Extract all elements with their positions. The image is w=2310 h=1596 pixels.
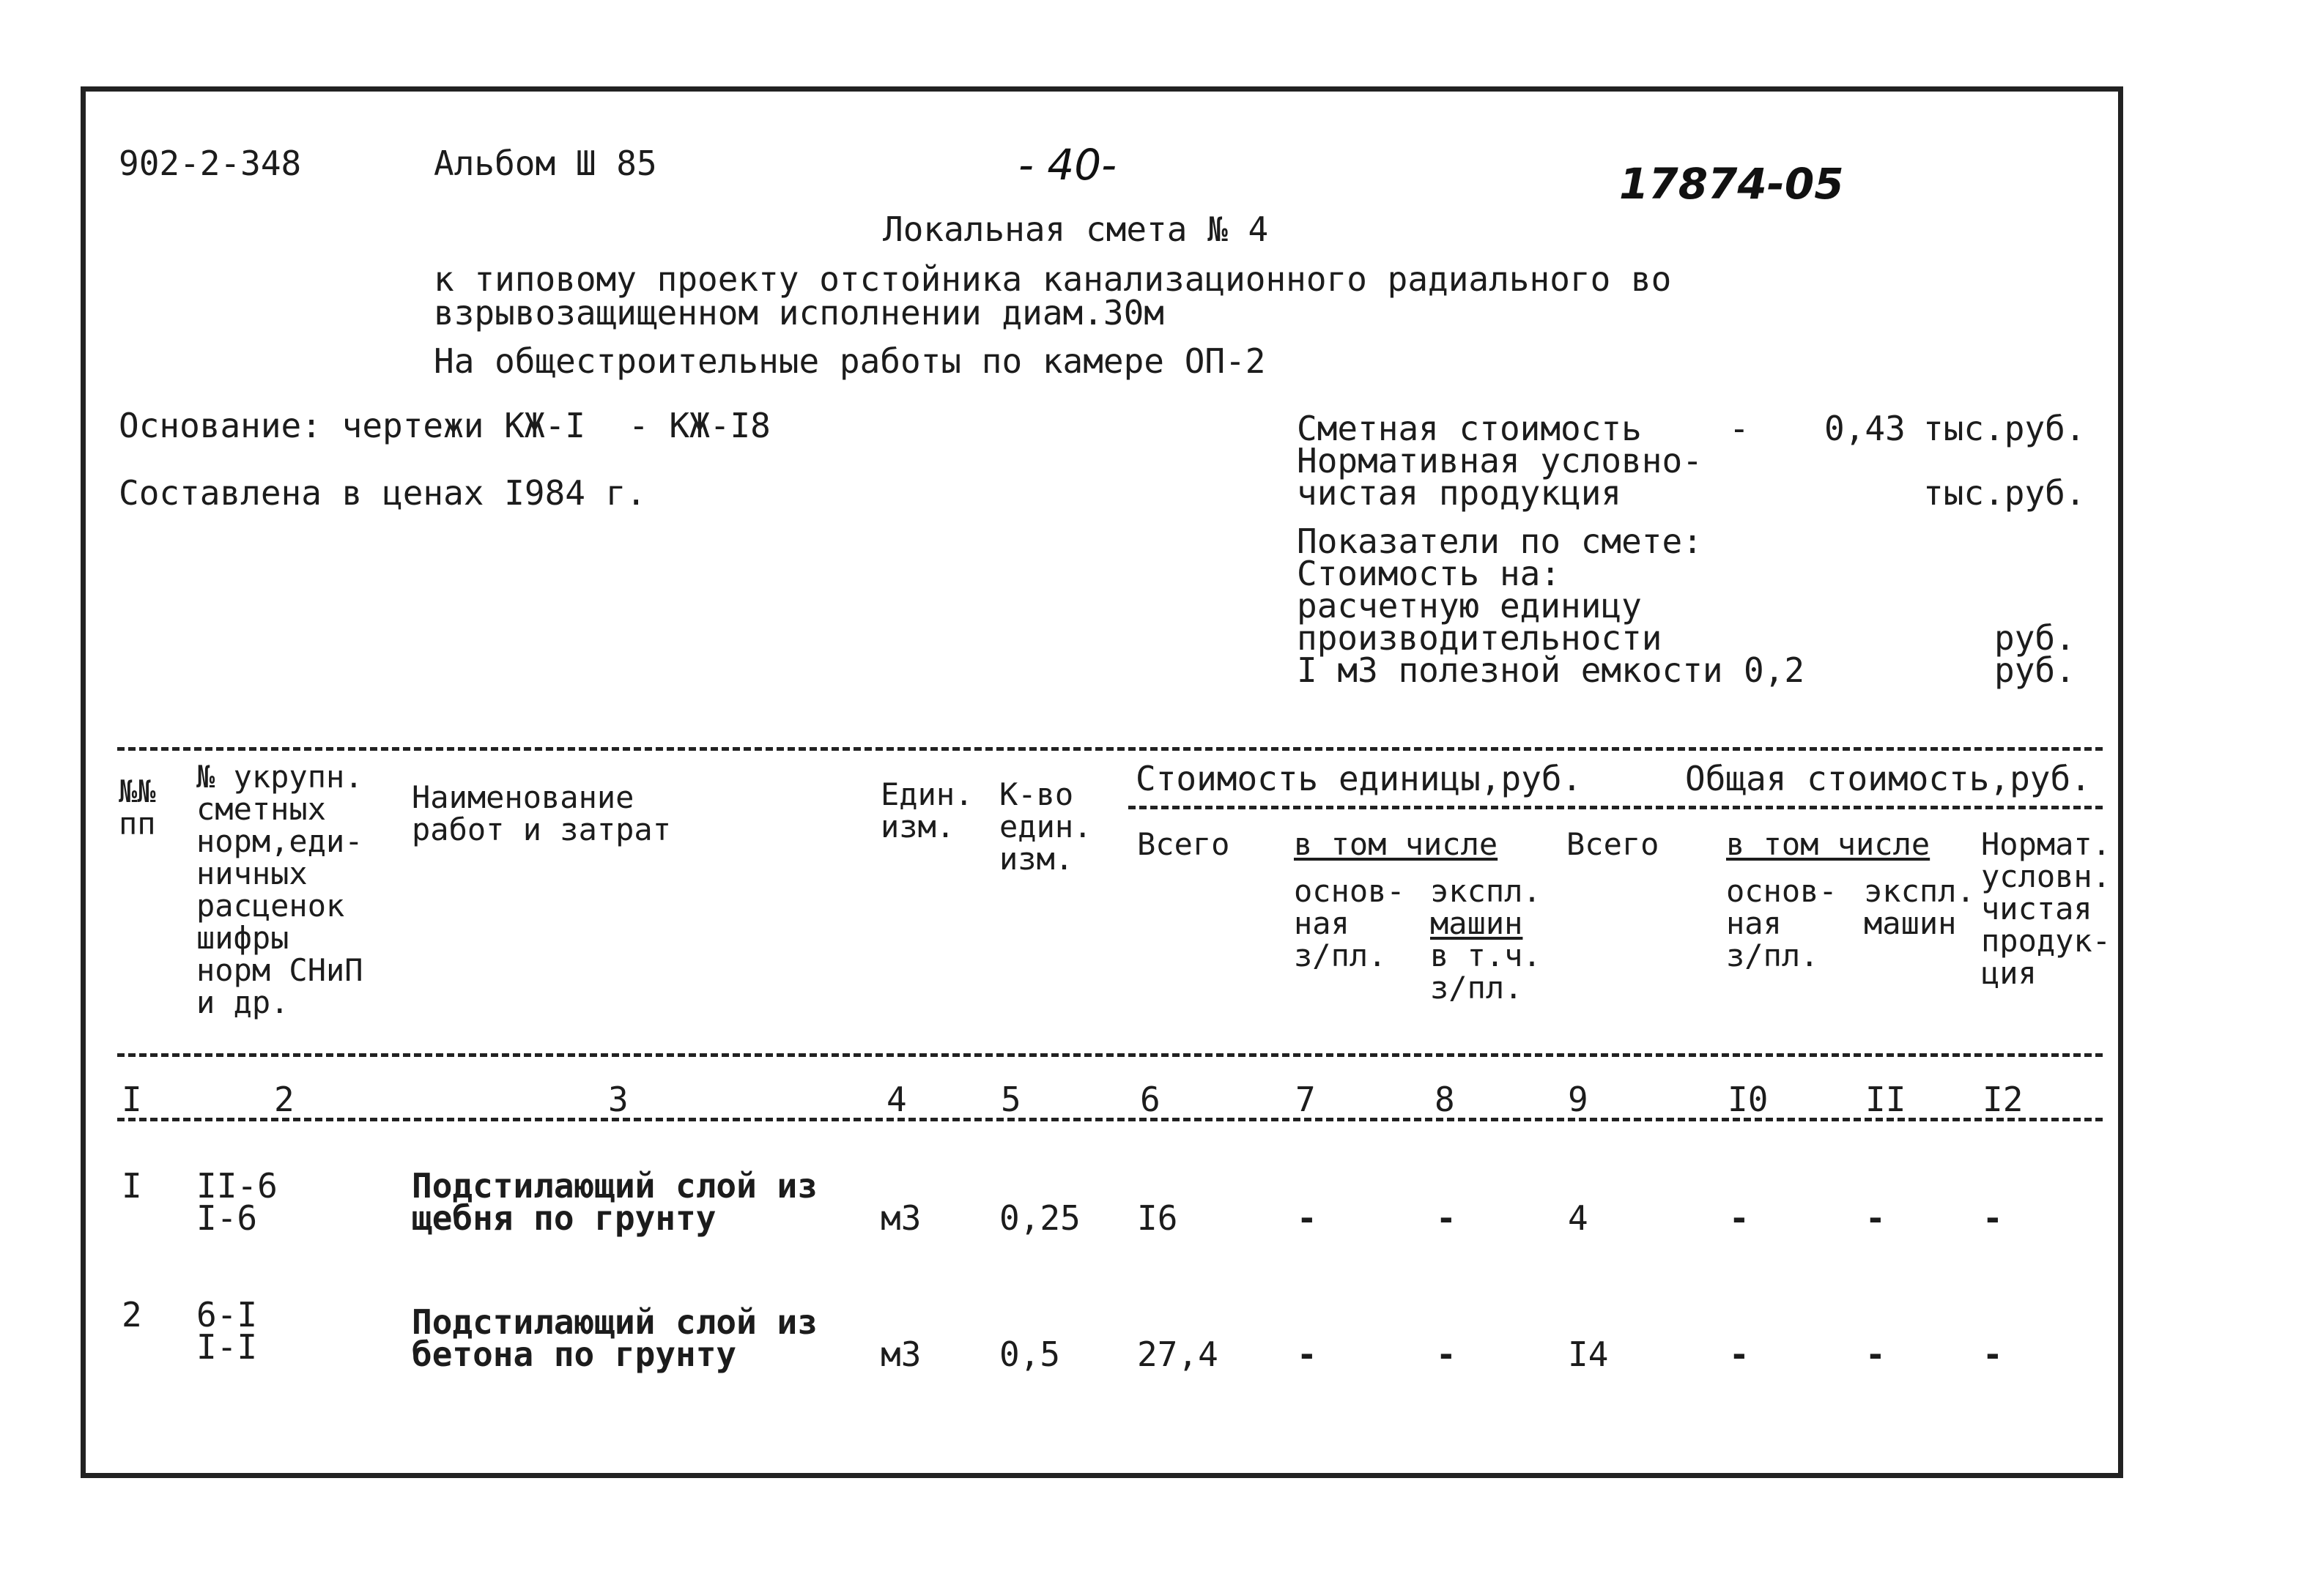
row-code-1: II-6 bbox=[196, 1166, 278, 1206]
indicators-unit-2: руб. bbox=[1994, 650, 2076, 690]
header-name-2: работ и затрат bbox=[412, 812, 672, 847]
header-total-cost: Общая стоимость,руб. bbox=[1685, 759, 2091, 798]
header-unit-1: Един. bbox=[881, 776, 974, 812]
header-norm-1: Нормат. bbox=[1981, 826, 2111, 862]
col-number-3: 3 bbox=[608, 1080, 629, 1119]
header-qty-1: К-во bbox=[999, 776, 1074, 812]
header-unit-2: изм. bbox=[881, 809, 955, 845]
row-total-wage: - bbox=[1729, 1335, 1750, 1374]
estimated-cost-value: 0,43 bbox=[1824, 409, 1906, 448]
header-base-wage-3: з/пл. bbox=[1294, 938, 1387, 973]
row-norm-net: - bbox=[1983, 1198, 2003, 1238]
header-total: Всего bbox=[1566, 826, 1659, 862]
header-bottom-rule bbox=[117, 1053, 2103, 1057]
estimate-title: Локальная смета № 4 bbox=[883, 209, 1269, 249]
project-line-2: взрывозащищенном исполнении диам.30м bbox=[434, 293, 1164, 333]
header-num-2: пп bbox=[119, 806, 156, 842]
header-total-wage-2: ная bbox=[1726, 905, 1782, 941]
header-code-8: и др. bbox=[196, 984, 289, 1020]
estimated-cost-label: Сметная стоимость bbox=[1297, 409, 1642, 448]
col-number-2: 2 bbox=[274, 1080, 295, 1119]
row-unit-machine: - bbox=[1436, 1198, 1456, 1238]
header-qty-2: един. bbox=[999, 809, 1092, 845]
row-name-2: щебня по грунту bbox=[412, 1198, 717, 1238]
row-total-machine: - bbox=[1865, 1335, 1886, 1374]
row-num: 2 bbox=[122, 1295, 142, 1335]
indicators-title: Показатели по смете: bbox=[1297, 522, 1703, 561]
header-total-incl: в том числе bbox=[1726, 826, 1930, 862]
norm-product-unit: тыс.руб. bbox=[1923, 473, 2086, 513]
norm-product-line-2: чистая продукция bbox=[1297, 473, 1622, 513]
indicators-value-4: 0,2 bbox=[1744, 650, 1805, 690]
header-code-1: № укрупн. bbox=[196, 759, 363, 795]
header-machine-2: машин bbox=[1430, 905, 1523, 941]
project-code: 902-2-348 bbox=[119, 144, 302, 183]
row-norm-net: - bbox=[1983, 1335, 2003, 1374]
header-code-5: расценок bbox=[196, 888, 345, 924]
header-code-3: норм,еди- bbox=[196, 823, 363, 859]
row-unit: м3 bbox=[881, 1335, 922, 1374]
row-unit-wage: - bbox=[1297, 1335, 1317, 1374]
header-unit-total: Всего bbox=[1137, 826, 1230, 862]
row-code-1: 6-I bbox=[196, 1295, 258, 1335]
indicators-line-1: Стоимость на: bbox=[1297, 554, 1561, 593]
header-code-2: сметных bbox=[196, 791, 327, 827]
header-unit-cost: Стоимость единицы,руб. bbox=[1136, 759, 1582, 798]
col-number-7: 7 bbox=[1295, 1080, 1316, 1119]
header-norm-3: чистая bbox=[1981, 891, 2092, 927]
header-total-machine-1: экспл. bbox=[1864, 873, 1975, 909]
header-code-4: ничных bbox=[196, 855, 308, 891]
row-qty: 0,5 bbox=[999, 1335, 1061, 1374]
row-name-1: Подстилающий слой из bbox=[412, 1166, 818, 1206]
header-total-machine-2: машин bbox=[1864, 905, 1957, 941]
row-code-2: I-I bbox=[196, 1327, 258, 1367]
header-name-1: Наименование bbox=[412, 779, 634, 815]
header-base-wage-2: ная bbox=[1294, 905, 1350, 941]
header-qty-3: изм. bbox=[999, 841, 1074, 877]
col-number-5: 5 bbox=[1001, 1080, 1021, 1119]
page-number: - 40- bbox=[1018, 140, 1117, 190]
row-unit-total: 27,4 bbox=[1137, 1335, 1218, 1374]
col-number-1: I bbox=[122, 1080, 142, 1119]
row-qty: 0,25 bbox=[999, 1198, 1081, 1238]
col-number-9: 9 bbox=[1568, 1080, 1588, 1119]
header-norm-2: условн. bbox=[1981, 858, 2111, 894]
header-machine-1: экспл. bbox=[1430, 873, 1541, 909]
indicators-line-3: производительности bbox=[1297, 618, 1662, 658]
row-unit-machine: - bbox=[1436, 1335, 1456, 1374]
basis-range: - КЖ-I8 bbox=[629, 406, 771, 445]
row-code-2: I-6 bbox=[196, 1198, 258, 1238]
header-total-wage-3: з/пл. bbox=[1726, 938, 1819, 973]
album-label: Альбом Ш 85 bbox=[434, 144, 657, 183]
indicators-line-2: расчетную единицу bbox=[1297, 586, 1642, 626]
row-name-1: Подстилающий слой из bbox=[412, 1302, 818, 1342]
header-norm-5: ция bbox=[1981, 955, 2037, 991]
row-unit-total: I6 bbox=[1137, 1198, 1178, 1238]
row-total: 4 bbox=[1568, 1198, 1588, 1238]
row-total: I4 bbox=[1568, 1335, 1609, 1374]
col-number-6: 6 bbox=[1140, 1080, 1160, 1119]
col-number-12: I2 bbox=[1983, 1080, 2024, 1119]
header-base-wage-1: основ- bbox=[1294, 873, 1405, 909]
estimated-cost-unit: тыс.руб. bbox=[1923, 409, 2086, 448]
price-level: Составлена в ценах I984 г. bbox=[119, 473, 647, 513]
header-code-7: норм СНиП bbox=[196, 952, 363, 988]
header-norm-4: продук- bbox=[1981, 923, 2111, 959]
header-num-1: №№ bbox=[119, 773, 156, 809]
header-group-rule bbox=[1128, 806, 2103, 809]
header-machine-3: в т.ч. bbox=[1430, 938, 1541, 973]
works-scope: На общестроительные работы по камере ОП-2 bbox=[434, 341, 1266, 381]
basis-label: Основание: чертежи КЖ-I bbox=[119, 406, 585, 445]
col-number-10: I0 bbox=[1728, 1080, 1769, 1119]
norm-product-line-1: Нормативная условно- bbox=[1297, 441, 1703, 480]
header-total-wage-1: основ- bbox=[1726, 873, 1837, 909]
indicators-unit-1: руб. bbox=[1994, 618, 2076, 658]
row-unit-wage: - bbox=[1297, 1198, 1317, 1238]
indicators-line-4: I м3 полезной емкости bbox=[1297, 650, 1723, 690]
row-total-machine: - bbox=[1865, 1198, 1886, 1238]
table-top-rule bbox=[117, 747, 2103, 751]
col-number-8: 8 bbox=[1435, 1080, 1455, 1119]
col-number-4: 4 bbox=[886, 1080, 907, 1119]
row-num: I bbox=[122, 1166, 142, 1206]
header-code-6: шифры bbox=[196, 920, 289, 956]
row-name-2: бетона по грунту bbox=[412, 1335, 737, 1374]
header-unit-incl: в том числе bbox=[1294, 826, 1498, 862]
row-unit: м3 bbox=[881, 1198, 922, 1238]
col-number-rule bbox=[117, 1118, 2103, 1121]
document-number: 17874-05 bbox=[1619, 159, 1844, 209]
estimated-cost-dash: - bbox=[1729, 409, 1750, 448]
col-number-11: II bbox=[1865, 1080, 1906, 1119]
project-line-1: к типовому проекту отстойника канализационного радиального во bbox=[434, 259, 1672, 299]
header-machine-4: з/пл. bbox=[1430, 970, 1523, 1006]
row-total-wage: - bbox=[1729, 1198, 1750, 1238]
